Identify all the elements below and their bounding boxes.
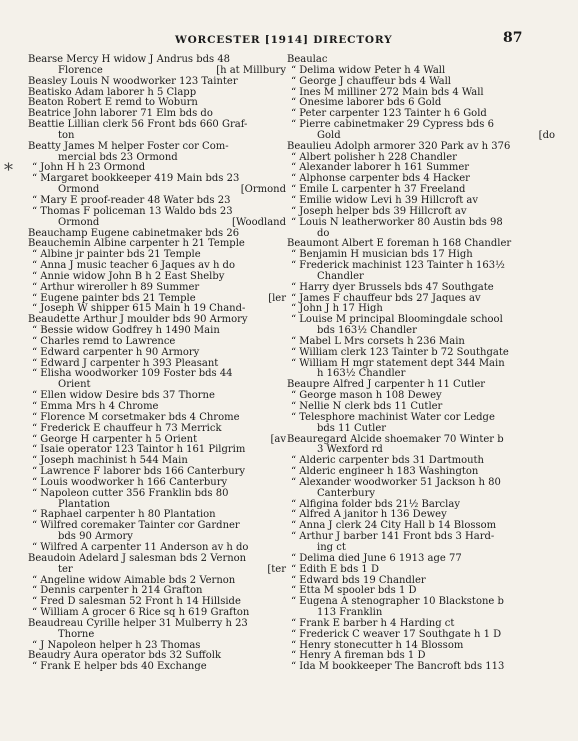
entry-text: 3 Wexford rd — [317, 444, 383, 456]
entry-text: Canterbury — [317, 487, 376, 499]
entry-text: “ George H carpenter h 5 Orient — [32, 433, 198, 445]
entry-text: “ Thomas F policeman 13 Waldo bds 23 — [32, 205, 233, 217]
running-title: WORCESTER [1914] DIRECTORY — [175, 34, 393, 46]
entry-text: “ Isaie operator 123 Taintor h 161 Pilgrim — [32, 444, 246, 456]
entry-text: “ Arthur wireroller h 89 Summer — [32, 281, 200, 293]
directory-entry-line — [28, 662, 286, 673]
entry-text: Beasley Louis N woodworker 123 Tainter — [28, 75, 238, 87]
entry-text: Beauchamp Eugene cabinetmaker bds 26 — [28, 227, 240, 239]
entry-text: “ Alderic engineer h 183 Washington — [291, 466, 479, 478]
entry-text: “ Joseph helper bds 39 Hillcroft av — [291, 205, 467, 217]
entry-text: “ Edward J carpenter h 393 Pleasant — [32, 357, 219, 369]
entry-text: “ Pierre cabinetmaker 29 Cypress bds 6 — [291, 119, 494, 131]
entry-text: “ Louise M principal Bloomingdale school — [291, 314, 503, 326]
entry-carryover-text: [Woodland — [232, 216, 286, 228]
entry-text: “ Edward bds 19 Chandler — [291, 574, 426, 586]
entry-text: do — [317, 227, 330, 239]
entry-text: “ Lawrence F laborer bds 166 Canterbury — [32, 466, 246, 478]
entry-text: “ Ida M bookkeeper The Bancroft bds 113 — [291, 661, 505, 673]
entry-text: “ Bessie widow Godfrey h 1490 Main — [32, 325, 220, 337]
entry-text: “ George mason h 108 Dewey — [291, 390, 442, 402]
entry-text: Beatrice John laborer 71 Elm bds do — [28, 108, 213, 120]
entry-text: Beaudreau Cyrille helper 31 Mulberry h 23 — [28, 617, 248, 629]
entry-text: “ Alexander laborer h 161 Summer — [291, 162, 470, 174]
entry-text: Chandler — [317, 270, 364, 282]
entry-text: Ormond — [58, 216, 100, 228]
entry-text: “ George J chauffeur bds 4 Wall — [291, 75, 451, 87]
entry-carryover-text: [ter — [267, 563, 286, 575]
entry-text: Beaudette Arthur J moulder bds 90 Armory — [28, 314, 248, 326]
entry-text: Thorne — [58, 628, 95, 640]
entry-text: “ Edith E bds 1 D — [291, 563, 379, 575]
entry-text: “ Angeline widow Aimable bds 2 Vernon — [32, 574, 236, 586]
entry-text: “ Alexander woodworker 51 Jackson h 80 — [291, 476, 501, 488]
page-number: 87 — [503, 30, 523, 46]
entry-text: “ Louis N leatherworker 80 Austin bds 98 — [291, 216, 503, 228]
entry-carryover-text: [do — [538, 129, 555, 141]
entry-text: “ Joseph machinist h 544 Main — [32, 455, 188, 467]
entry-text: “ Charles remd to Lawrence — [32, 335, 176, 347]
entry-text: “ William H mgr statement dept 344 Main — [291, 357, 505, 369]
entry-text: “ Margaret bookkeeper 419 Main bds 23 — [32, 173, 240, 185]
right-column — [287, 55, 555, 673]
entry-text: Ormond — [58, 184, 100, 196]
entry-text: Florence — [58, 64, 103, 76]
entry-text: Orient — [58, 379, 91, 391]
entry-text: “ Telesphore machinist Water cor Ledge — [291, 411, 495, 423]
entry-carryover-text: [ler — [268, 292, 286, 304]
entry-text: “ Anna J clerk 24 City Hall b 14 Blossom — [291, 520, 497, 532]
entry-text: Beaupre Alfred J carpenter h 11 Cutler — [287, 379, 486, 391]
entry-text: “ Alfred A janitor h 136 Dewey — [291, 509, 447, 521]
entry-text: “ Wilfred A carpenter 11 Anderson av h do — [32, 541, 249, 553]
entry-text: “ Napoleon cutter 356 Franklin bds 80 — [32, 487, 229, 499]
entry-text: “ J Napoleon helper h 23 Thomas — [32, 639, 201, 651]
entry-text: “ James F chauffeur bds 27 Jaques av — [291, 292, 481, 304]
entry-text: “ Annie widow John B h 2 East Shelby — [32, 270, 225, 282]
entry-text: “ Mary E proof-reader 48 Water bds 23 — [32, 194, 231, 206]
entry-text: “ Joseph W shipper 615 Main h 19 Chand- — [32, 303, 246, 315]
entry-text: “ Dennis carpenter h 214 Grafton — [32, 585, 203, 597]
entry-carryover-text: [av — [270, 433, 286, 445]
entry-carryover-text: [Ormond — [240, 184, 286, 196]
entry-text: “ Albert polisher h 228 Chandler — [291, 151, 457, 163]
entry-text: “ Henry stonecutter h 14 Blossom — [291, 639, 464, 651]
entry-text: “ Anna J music teacher 6 Jaques av h do — [32, 260, 235, 272]
entry-carryover-text: [h at Millbury — [216, 64, 286, 76]
entry-text: ing ct — [317, 541, 346, 553]
entry-text: mercial bds 23 Ormond — [58, 151, 178, 163]
entry-text: Beaudoin Adelard J salesman bds 2 Vernon — [28, 552, 247, 564]
entry-text: “ Frederick machinist 123 Tainter h 163½ — [291, 260, 505, 272]
entry-text: “ Delima widow Peter h 4 Wall — [291, 64, 446, 76]
left-column — [28, 55, 286, 673]
entry-text: “ Mabel L Mrs corsets h 236 Main — [291, 335, 465, 347]
entry-text: “ Emile L carpenter h 37 Freeland — [291, 184, 466, 196]
entry-text: “ Etta M spooler bds 1 D — [291, 585, 417, 597]
entry-text: “ Ines M milliner 272 Main bds 4 Wall — [291, 86, 484, 98]
entry-text: 113 Franklin — [317, 607, 383, 619]
entry-text: “ Frederick E chauffeur h 73 Merrick — [32, 422, 222, 434]
entry-text: Beatty James M helper Foster cor Com- — [28, 140, 229, 152]
entry-text: Beaulac — [287, 54, 328, 65]
entry-text: “ Alderic carpenter bds 31 Dartmouth — [291, 455, 484, 467]
entry-text: “ Emilie widow Levi h 39 Hillcroft av — [291, 194, 479, 206]
entry-text: Bearse Mercy H widow J Andrus bds 48 — [28, 54, 231, 65]
entry-text: “ Frederick C weaver 17 Southgate h 1 D — [291, 628, 502, 640]
entry-text: Gold — [317, 129, 341, 141]
entry-text: ter — [58, 563, 73, 575]
entry-text: bds 11 Cutler — [317, 422, 387, 434]
entry-text: “ Emma Mrs h 4 Chrome — [32, 401, 159, 412]
entry-text: Beauregard Alcide shoemaker 70 Winter b — [287, 433, 504, 445]
page-header — [0, 30, 578, 50]
entry-text: Beaulieu Adolph armorer 320 Park av h 376 — [287, 140, 511, 152]
directory-entry-line — [287, 662, 555, 673]
entry-text: “ Alphonse carpenter bds 4 Hacker — [291, 173, 470, 185]
entry-text: bds 163½ Chandler — [317, 325, 417, 337]
entry-text: “ Peter carpenter 123 Tainter h 6 Gold — [291, 108, 487, 120]
entry-text: “ Eugene painter bds 21 Temple — [32, 292, 196, 304]
entry-text: “ Fred D salesman 52 Front h 14 Hillside — [32, 596, 241, 608]
entry-text: “ Raphael carpenter h 80 Plantation — [32, 509, 216, 521]
entry-text: “ William clerk 123 Tainter b 72 Southgate — [291, 346, 509, 358]
entry-text: “ Delima died June 6 1913 age 77 — [291, 552, 462, 564]
entry-text: “ Edward carpenter h 90 Armory — [32, 346, 200, 358]
entry-text: Beatisko Adam laborer h 5 Clapp — [28, 86, 197, 98]
entry-text: “ Frank E barber h 4 Harding ct — [291, 617, 455, 629]
entry-text: Beaton Robert E remd to Woburn — [28, 97, 198, 109]
margin-asterisk-mark: * — [4, 160, 13, 181]
entry-text: “ John J h 17 High — [291, 303, 383, 315]
entry-text: “ Eugena A stenographer 10 Blackstone b — [291, 596, 504, 608]
entry-text: “ Harry dyer Brussels bds 47 Southgate — [291, 281, 494, 293]
entry-text: “ Henry A fireman bds 1 D — [291, 650, 426, 662]
entry-text: Beaudry Aura operator bds 32 Suffolk — [28, 650, 222, 662]
entry-text: “ Onesime laborer bds 6 Gold — [291, 97, 442, 109]
entry-text: ton — [58, 129, 75, 141]
entry-text: “ Arthur J barber 141 Front bds 3 Hard- — [291, 531, 495, 543]
entry-text: “ John H h 23 Ormond — [32, 162, 146, 174]
entry-text: h 163½ Chandler — [317, 368, 406, 380]
entry-text: bds 90 Armory — [58, 531, 133, 543]
entry-text: “ Louis woodworker h 166 Canterbury — [32, 476, 228, 488]
entry-text: “ Ellen widow Desire bds 37 Thorne — [32, 390, 215, 402]
entry-text: “ Frank E helper bds 40 Exchange — [32, 661, 207, 673]
entry-text: “ Wilfred coremaker Tainter cor Gardner — [32, 520, 240, 532]
entry-text: Plantation — [58, 498, 110, 510]
entry-text: “ William A grocer 6 Rice sq h 619 Grafton — [32, 607, 250, 619]
entry-text: “ Benjamin H musician bds 17 High — [291, 249, 473, 261]
entry-text: Beattie Lillian clerk 56 Front bds 660 Graf- — [28, 119, 248, 131]
entry-text: “ Albine jr painter bds 21 Temple — [32, 249, 201, 261]
entry-text: “ Elisha woodworker 109 Foster bds 44 — [32, 368, 233, 380]
entry-text: Beaumont Albert E foreman h 168 Chandler — [287, 238, 512, 250]
entry-text: “ Nellie N clerk bds 11 Cutler — [291, 401, 443, 412]
entry-text: “ Alfigina folder bds 21½ Barclay — [291, 498, 460, 510]
entry-text: “ Florence M corsetmaker bds 4 Chrome — [32, 411, 240, 423]
entry-text: Beauchemin Albine carpenter h 21 Temple — [28, 238, 245, 250]
